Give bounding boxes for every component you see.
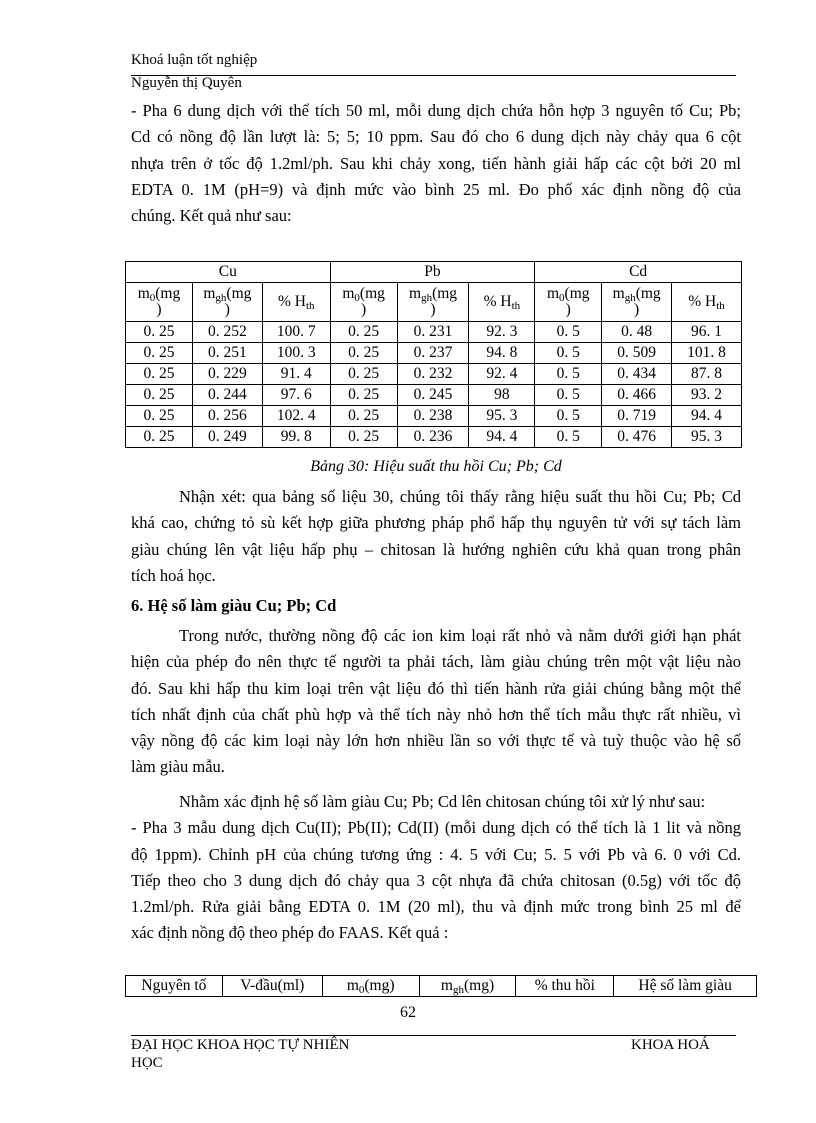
paragraph-line: vậy nồng độ các kim loại này lớn hơn nhiều lần so với thực tế và tuỳ thuộc vào hệ số (131, 731, 741, 751)
table-cell: 0. 25 (126, 322, 193, 343)
remark-line: tích hoá học. (131, 565, 216, 585)
footer-university-cont: HỌC (131, 1055, 163, 1071)
table-cell: 0. 25 (126, 406, 193, 427)
table-row (126, 364, 742, 385)
table-cell: 92. 4 (469, 364, 535, 385)
table-cell: 95. 3 (672, 427, 742, 448)
table-cell: 0. 5 (535, 385, 602, 406)
intro-paragraph (131, 98, 741, 229)
table-cell: 0. 252 (192, 322, 262, 343)
header-enrichment-factor: Hệ số làm giàu (614, 976, 757, 997)
table-cell: 0. 434 (602, 364, 672, 385)
paragraph-line: độ 1ppm). Chỉnh pH của chúng tương ứng : 4. 5 với Cu; 5. 5 với Pb và 6. 0 với Cd. (131, 844, 741, 864)
section-paragraph-2 (131, 789, 741, 947)
intro-line: Cd có nồng độ lần lượt là: 5; 5; 10 ppm. Sau đó cho 6 dung dịch này chảy qua 6 cột (131, 127, 741, 147)
table-cell: 0. 25 (126, 343, 193, 364)
group-header-pb: Pb (330, 262, 535, 283)
table-cell: 0. 238 (397, 406, 469, 427)
table-cell: 0. 232 (397, 364, 469, 385)
column-header-h: % $H_{th}$ (672, 283, 742, 322)
header-author: Nguyễn thị Quyên (131, 75, 242, 91)
column-header-mgh: $m_{gh}(mg$ ) (397, 283, 469, 322)
paragraph-line: Tiếp theo cho 3 dung dịch đó chảy qua 3 cột nhựa đã chứa chitosan (0.5g) với tốc độ (131, 870, 741, 890)
table-cell: 98 (469, 385, 535, 406)
table-cell: 0. 256 (192, 406, 262, 427)
table-cell: 0. 25 (330, 322, 397, 343)
table-row (126, 322, 742, 343)
table-cell: 93. 2 (672, 385, 742, 406)
remark-line: Nhận xét: qua bảng số liệu 30, chúng tôi thấy rằng hiệu suất thu hồi Cu; Pb; Cd (179, 487, 741, 506)
table-cell: 102. 4 (262, 406, 330, 427)
column-header-mgh: $m_{gh}(mg$ ) (192, 283, 262, 322)
table-row (126, 406, 742, 427)
group-header-cu: Cu (126, 262, 331, 283)
paragraph-line: đó. Sau khi hấp thu kim loại trên vật liệu đó thì tiến hành rửa giải chúng bằng một thể (131, 678, 741, 698)
table-row (126, 385, 742, 406)
table-cell: 95. 3 (469, 406, 535, 427)
footer-faculty: KHOA HOÁ (631, 1037, 710, 1053)
column-header-m0: $m_0(mg$ ) (126, 283, 193, 322)
column-header-h: % $H_{th}$ (262, 283, 330, 322)
table-cell: 94. 8 (469, 343, 535, 364)
table-row (126, 343, 742, 364)
table-cell: 91. 4 (262, 364, 330, 385)
header-volume: V-đầu(ml) (222, 976, 322, 997)
remark-paragraph (131, 484, 741, 589)
table-cell: 0. 48 (602, 322, 672, 343)
intro-line: chúng. Kết quả như sau: (131, 206, 292, 226)
remark-line: giàu chúng lên vật liệu hấp phụ – chitosan là hướng nghiên cứu khả quan trong phân (131, 539, 741, 559)
table-cell: 0. 466 (602, 385, 672, 406)
paragraph-line: Nhằm xác định hệ số làm giàu Cu; Pb; Cd lên chitosan chúng tôi xử lý như sau: (179, 792, 706, 811)
table-column-header-row (126, 976, 757, 997)
paragraph-line: Trong nước, thường nồng độ các ion kim loại rất nhỏ và nằm dưới giới hạn phát (179, 626, 741, 645)
table-cell: 99. 8 (262, 427, 330, 448)
table-cell: 101. 8 (672, 343, 742, 364)
table-cell: 94. 4 (672, 406, 742, 427)
table-cell: 0. 25 (126, 427, 193, 448)
table-body (126, 322, 742, 448)
table-cell: 0. 231 (397, 322, 469, 343)
table-cell: 0. 25 (330, 364, 397, 385)
table-cell: 0. 5 (535, 364, 602, 385)
column-header-m0: $m_0(mg$ ) (330, 283, 397, 322)
recovery-table (125, 261, 742, 448)
table-cell: 100. 7 (262, 322, 330, 343)
table-cell: 97. 6 (262, 385, 330, 406)
header-recovery: % thu hồi (516, 976, 614, 997)
section-paragraph-1 (131, 623, 741, 781)
table-cell: 0. 25 (126, 385, 193, 406)
table-cell: 0. 251 (192, 343, 262, 364)
header-title: Khoá luận tốt nghiệp (131, 52, 258, 68)
table-cell: 0. 229 (192, 364, 262, 385)
column-header-mgh: $m_{gh}(mg$ ) (602, 283, 672, 322)
table-cell: 87. 8 (672, 364, 742, 385)
paragraph-line: làm giàu mẫu. (131, 757, 225, 777)
header-mgh: $m_{gh}(mg)$ (419, 976, 516, 997)
table-cell: 100. 3 (262, 343, 330, 364)
table-cell: 96. 1 (672, 322, 742, 343)
table-cell: 0. 5 (535, 427, 602, 448)
column-header-m0: $m_0(mg$ ) (535, 283, 602, 322)
paragraph-line: tích nhất định của chất phù hợp và thể tích này nhỏ hơn thể tích mẫu thực rất nhiều, vì (131, 704, 741, 724)
table-cell: 0. 476 (602, 427, 672, 448)
table-cell: 0. 5 (535, 322, 602, 343)
table-caption: Bảng 30: Hiệu suất thu hồi Cu; Pb; Cd (310, 458, 562, 475)
table-cell: 92. 3 (469, 322, 535, 343)
paragraph-line: 1.2ml/ph. Rửa giải bằng EDTA 0. 1M (20 ml), thu và định mức trong bình 25 ml để (131, 897, 741, 917)
intro-line: nhựa trên ở tốc độ 1.2ml/ph. Sau khi chảy xong, tiến hành giải hấp các cột bởi 20 ml (131, 153, 741, 173)
table-cell: 0. 509 (602, 343, 672, 364)
header-element: Nguyên tố (126, 976, 223, 997)
table-cell: 0. 25 (330, 427, 397, 448)
table-cell: 0. 25 (330, 343, 397, 364)
paragraph-line: hiện của phép đo nên thực tế người ta phải tách, làm giàu chúng trên một vật liệu nào (131, 652, 741, 672)
paragraph-line: - Pha 3 mẫu dung dịch Cu(II); Pb(II); Cd(II) (mỗi dung dịch có thể tích là 1 lit và nồng (131, 818, 741, 838)
enrichment-table (125, 975, 757, 997)
column-header-h: % $H_{th}$ (469, 283, 535, 322)
table-column-header-row (126, 283, 742, 322)
table-cell: 0. 5 (535, 343, 602, 364)
table-cell: 0. 25 (330, 406, 397, 427)
table-cell: 0. 249 (192, 427, 262, 448)
paragraph-line: xác định nồng độ theo phép đo FAAS. Kết quả : (131, 923, 449, 943)
section-heading: 6. Hệ số làm giàu Cu; Pb; Cd (131, 596, 337, 615)
remark-line: khá cao, chứng tỏ sù kết hợp giữa phương pháp phổ hấp thụ nguyên tử với sự tách làm (131, 513, 741, 533)
table-cell: 0. 719 (602, 406, 672, 427)
table-cell: 0. 25 (330, 385, 397, 406)
footer-university: ĐẠI HỌC KHOA HỌC TỰ NHIÊN (131, 1037, 350, 1053)
table-cell: 0. 237 (397, 343, 469, 364)
table-cell: 0. 25 (126, 364, 193, 385)
table-row (126, 427, 742, 448)
intro-line: - Pha 6 dung dịch với thể tích 50 ml, mỗi dung dịch chứa hỗn hợp 3 nguyên tố Cu; Pb; (131, 101, 741, 120)
intro-line: EDTA 0. 1M (pH=9) và định mức vào bình 25 ml. Đo phổ xác định nồng độ của (131, 179, 741, 199)
table-cell: 0. 5 (535, 406, 602, 427)
header-m0: $m_0(mg)$ (322, 976, 419, 997)
table-cell: 0. 236 (397, 427, 469, 448)
table-cell: 94. 4 (469, 427, 535, 448)
table-cell: 0. 244 (192, 385, 262, 406)
footer-rule (131, 1035, 736, 1036)
page-number: 62 (400, 1004, 416, 1021)
table-group-row (126, 262, 742, 283)
group-header-cd: Cd (535, 262, 742, 283)
table-cell: 0. 245 (397, 385, 469, 406)
